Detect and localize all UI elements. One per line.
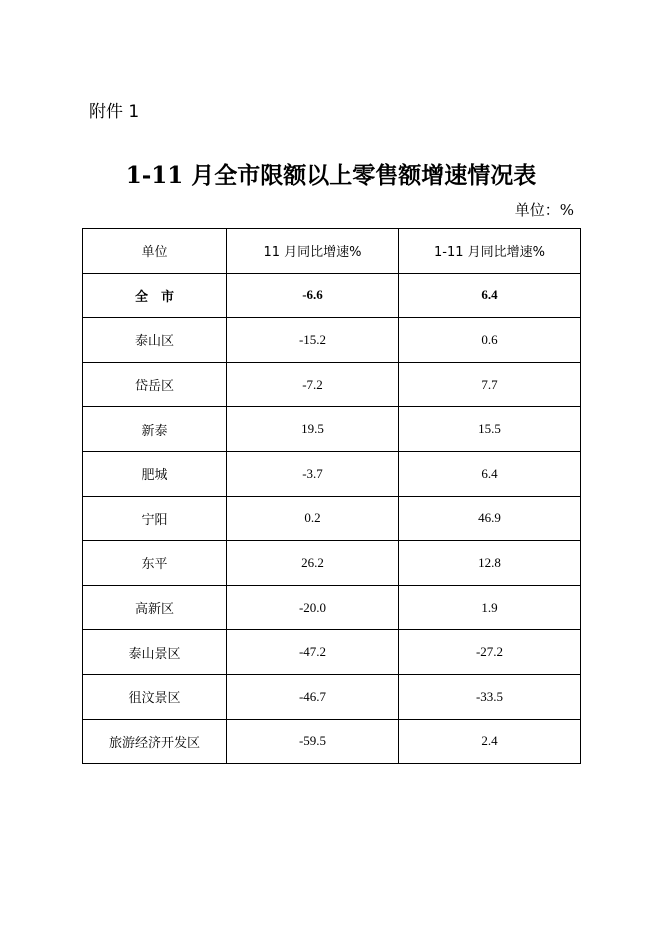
cell-nov-growth: -15.2 [227,318,399,363]
cell-unit-name: 泰山区 [83,318,227,363]
cell-unit-name: 徂汶景区 [83,674,227,719]
cell-nov-growth: 26.2 [227,541,399,586]
cell-ytd-growth: 6.4 [399,451,581,496]
cell-ytd-growth: 15.5 [399,407,581,452]
table-row [83,451,581,496]
cell-nov-growth: -20.0 [227,585,399,630]
table-row [83,273,581,318]
table-row [83,719,581,764]
cell-ytd-growth: 6.4 [399,273,581,318]
cell-ytd-growth: 7.7 [399,362,581,407]
cell-nov-growth: -6.6 [227,273,399,318]
document-title: 1-11 月全市限额以上零售额增速情况表 [125,162,537,189]
table-header-row [83,229,581,274]
attachment-label: 附件 1 [89,102,140,122]
table-row [83,674,581,719]
cell-ytd-growth: 0.6 [399,318,581,363]
cell-ytd-growth: -27.2 [399,630,581,675]
cell-nov-growth: -7.2 [227,362,399,407]
unit-note: 单位：% [514,201,574,219]
header-unit: 单位 [83,229,227,274]
cell-unit-name: 肥城 [83,451,227,496]
table-row [83,362,581,407]
cell-unit-name: 东平 [83,541,227,586]
table-row [83,585,581,630]
cell-unit-name: 宁阳 [83,496,227,541]
cell-nov-growth: -47.2 [227,630,399,675]
cell-nov-growth: -59.5 [227,719,399,764]
cell-ytd-growth: 2.4 [399,719,581,764]
cell-nov-growth: 19.5 [227,407,399,452]
cell-unit-name: 新泰 [83,407,227,452]
cell-nov-growth: -3.7 [227,451,399,496]
cell-unit-name: 旅游经济开发区 [83,719,227,764]
table-row [83,407,581,452]
cell-nov-growth: -46.7 [227,674,399,719]
table-body [83,229,581,764]
cell-nov-growth: 0.2 [227,496,399,541]
table-row [83,630,581,675]
cell-ytd-growth: 12.8 [399,541,581,586]
header-ytd-growth: 1-11 月同比增速% [399,229,581,274]
cell-ytd-growth: -33.5 [399,674,581,719]
cell-ytd-growth: 46.9 [399,496,581,541]
cell-unit-name: 岱岳区 [83,362,227,407]
table-row [83,496,581,541]
growth-table [82,228,581,764]
cell-ytd-growth: 1.9 [399,585,581,630]
cell-unit-name: 高新区 [83,585,227,630]
cell-unit-name: 泰山景区 [83,630,227,675]
table-row [83,318,581,363]
cell-unit-name: 全 市 [83,273,227,318]
header-nov-growth: 11 月同比增速% [227,229,399,274]
table-row [83,541,581,586]
